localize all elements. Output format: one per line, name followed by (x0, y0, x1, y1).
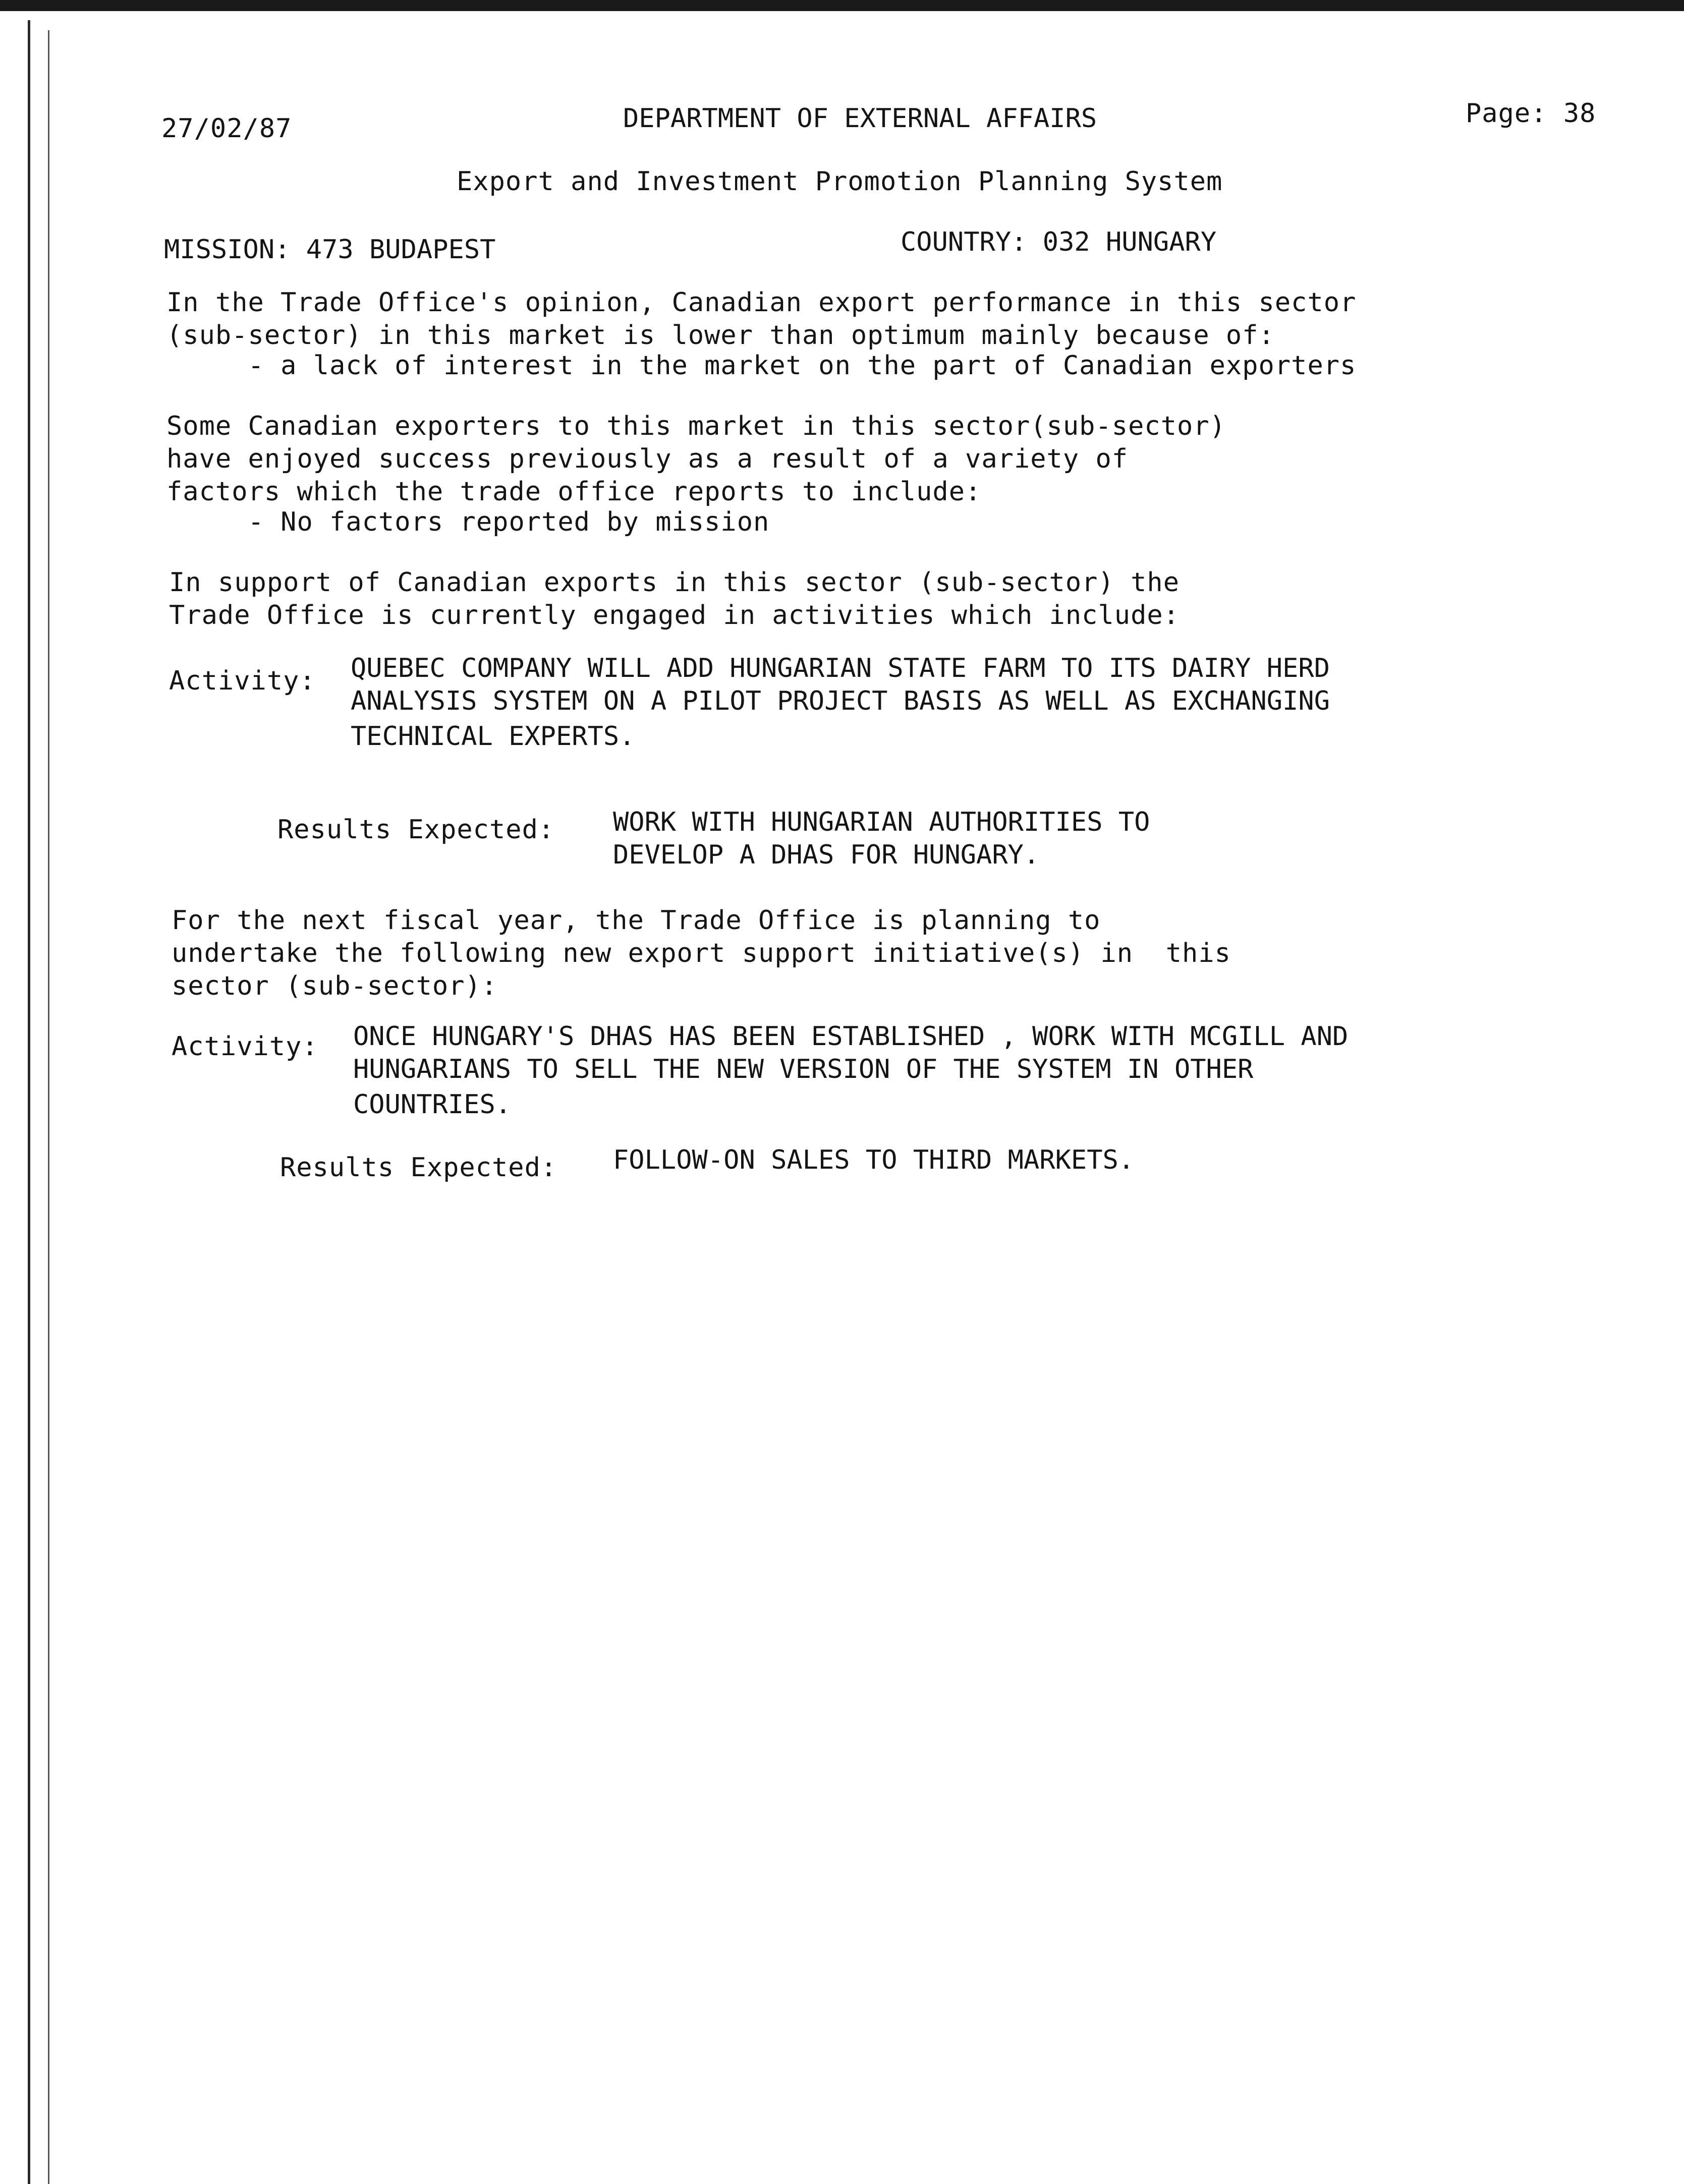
para1-line: (sub-sector) in this market is lower than optimum mainly because of: (166, 320, 1275, 351)
scan-left-edge-inner (48, 30, 49, 2184)
system-title: Export and Investment Promotion Planning System (457, 166, 1223, 197)
para1-bullet: - a lack of interest in the market on the part of Canadian exporters (166, 351, 1357, 381)
country-label: COUNTRY: 032 HUNGARY (901, 227, 1217, 257)
results-text: DEVELOP A DHAS FOR HUNGARY. (613, 840, 1040, 870)
activity-text: ONCE HUNGARY'S DHAS HAS BEEN ESTABLISHED , WORK WITH MCGILL AND (353, 1021, 1349, 1052)
para4-line: sector (sub-sector): (172, 971, 498, 1001)
activity-text: QUEBEC COMPANY WILL ADD HUNGARIAN STATE FARM TO ITS DAIRY HERD (351, 653, 1330, 683)
activity-text: COUNTRIES. (353, 1089, 512, 1120)
activity-text: ANALYSIS SYSTEM ON A PILOT PROJECT BASIS AS WELL AS EXCHANGING (351, 686, 1330, 716)
para2-line: factors which the trade office reports to include: (166, 477, 982, 507)
scan-left-edge (28, 20, 30, 2184)
mission-label: MISSION: 473 BUDAPEST (164, 235, 496, 265)
department-title: DEPARTMENT OF EXTERNAL AFFAIRS (623, 103, 1097, 134)
para3-line: Trade Office is currently engaged in activities which include: (169, 600, 1180, 630)
results-label: Results Expected: (280, 1153, 557, 1183)
activity-text: TECHNICAL EXPERTS. (351, 721, 635, 752)
para2-bullet: - No factors reported by mission (166, 507, 770, 537)
page-number: Page: 38 (1466, 98, 1596, 129)
results-text: FOLLOW-ON SALES TO THIRD MARKETS. (613, 1145, 1135, 1175)
para2-line: Some Canadian exporters to this market in this sector(sub-sector) (166, 411, 1226, 441)
report-date: 27/02/87 (161, 113, 292, 144)
scan-top-edge (0, 0, 1684, 11)
activity-text: HUNGARIANS TO SELL THE NEW VERSION OF THE SYSTEM IN OTHER (353, 1054, 1254, 1084)
results-label: Results Expected: (277, 815, 555, 845)
para1-line: In the Trade Office's opinion, Canadian export performance in this sector (166, 288, 1357, 318)
activity-label: Activity: (172, 1031, 318, 1062)
para3-line: In support of Canadian exports in this sector (sub-sector) the (169, 567, 1180, 598)
para4-line: For the next fiscal year, the Trade Office is planning to (172, 905, 1101, 936)
para4-line: undertake the following new export support initiative(s) in this (172, 938, 1231, 968)
activity-label: Activity: (169, 666, 316, 696)
results-text: WORK WITH HUNGARIAN AUTHORITIES TO (613, 807, 1150, 837)
para2-line: have enjoyed success previously as a result of a variety of (166, 444, 1129, 474)
